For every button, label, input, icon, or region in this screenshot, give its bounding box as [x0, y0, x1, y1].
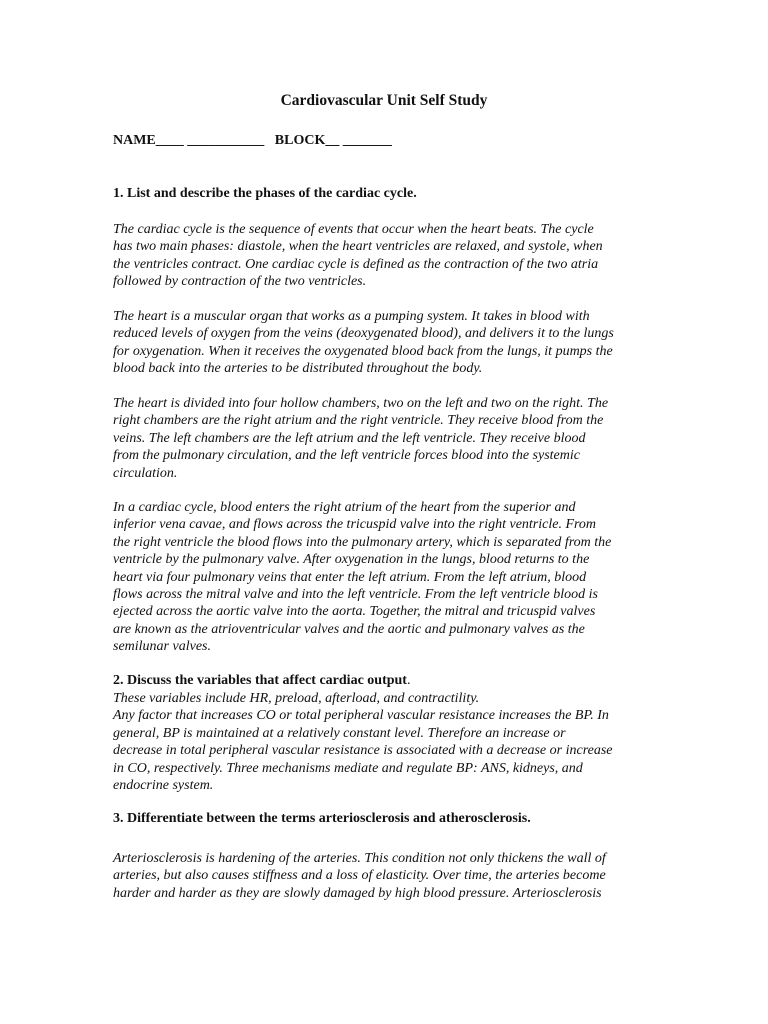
- text-line: The heart is a muscular organ that works as a pumping system. It takes in blood with: [113, 309, 590, 324]
- text-line: The heart is divided into four hollow chambers, two on the left and two on the right. The: [113, 396, 609, 411]
- text-line: ventricle by the pulmonary valve. After oxygenation in the lungs, blood returns to the: [113, 552, 590, 568]
- question-2-text: 2. Discuss the variables that affect cardiac output: [113, 673, 407, 688]
- question-3-heading: 3. Differentiate between the terms arteriosclerosis and atherosclerosis.: [113, 811, 531, 826]
- text-line: In a cardiac cycle, blood enters the right atrium of the heart from the superior and: [113, 500, 576, 515]
- text-line: has two main phases: diastole, when the heart ventricles are relaxed, and systole, when: [113, 239, 603, 255]
- text-line: reduced levels of oxygen from the veins (deoxygenated blood), and delivers it to the lungs: [113, 326, 614, 342]
- text-line: general, BP is maintained at a relatively constant level. Therefore an increase or: [113, 725, 566, 741]
- section-2-paragraph-1: [113, 690, 653, 794]
- text-line: decrease in total peripheral vascular resistance is associated with a decrease or increase: [113, 743, 613, 759]
- text-line: veins. The left chambers are the left atrium and the left ventricle. They receive blood: [113, 430, 586, 446]
- text-line: inferior vena cavae, and flows across the tricuspid valve into the right ventricle. From: [113, 517, 597, 533]
- text-line: ejected across the aortic valve into the aorta. Together, the mitral and tricuspid valves: [113, 604, 596, 620]
- section-1-paragraph-3: [113, 395, 653, 482]
- text-line: heart via four pulmonary veins that enter the left atrium. From the left atrium, blood: [113, 569, 587, 585]
- text-line: flows across the mitral valve and into the left ventricle. From the left ventricle blood is: [113, 587, 598, 603]
- text-line: The cardiac cycle is the sequence of events that occur when the heart beats. The cycle: [113, 222, 594, 237]
- text-line: in CO, respectively. Three mechanisms mediate and regulate BP: ANS, kidneys, and: [113, 760, 583, 776]
- text-line: endocrine system.: [113, 778, 214, 794]
- text-line: followed by contraction of the two ventricles.: [113, 274, 367, 290]
- question-2-period: .: [406, 673, 411, 688]
- section-3-paragraph-1: [113, 850, 653, 902]
- question-1-heading: 1. List and describe the phases of the cardiac cycle.: [113, 186, 417, 201]
- text-line: right chambers are the right atrium and the right ventricle. They receive blood from the: [113, 413, 604, 429]
- text-line: Any factor that increases CO or total peripheral vascular resistance increases the BP. In: [113, 708, 609, 724]
- text-line: blood back into the arteries to be distributed throughout the body.: [113, 361, 483, 377]
- text-line: semilunar valves.: [113, 639, 211, 655]
- text-line: Arteriosclerosis is hardening of the arteries. This condition not only thickens the wall of: [113, 851, 606, 866]
- text-line: for oxygenation. When it receives the oxygenated blood back from the lungs, it pumps the: [113, 343, 613, 359]
- text-line: These variables include HR, preload, afterload, and contractility.: [113, 691, 480, 706]
- text-line: from the pulmonary circulation, and the left ventricle forces blood into the systemic: [113, 448, 580, 464]
- text-line: circulation.: [113, 465, 178, 481]
- text-line: harder and harder as they are slowly damaged by high blood pressure. Arteriosclerosis: [113, 885, 602, 901]
- section-1-paragraph-1: [113, 221, 653, 291]
- section-1-paragraph-2: [113, 308, 653, 378]
- text-line: the right ventricle the blood flows into the pulmonary artery, which is separated from the: [113, 534, 612, 550]
- text-line: are known as the atrioventricular valves and the aortic and pulmonary valves as the: [113, 621, 585, 637]
- document-title: Cardiovascular Unit Self Study: [280, 92, 488, 109]
- question-2-heading: [113, 673, 410, 689]
- text-line: the ventricles contract. One cardiac cycle is defined as the contraction of the two atria: [113, 256, 599, 272]
- name-block-line: NAME____ ___________ BLOCK__ _______: [113, 133, 392, 148]
- section-1-paragraph-4: [113, 499, 653, 656]
- text-line: arteries, but also causes stiffness and a loss of elasticity. Over time, the arteries become: [113, 868, 606, 884]
